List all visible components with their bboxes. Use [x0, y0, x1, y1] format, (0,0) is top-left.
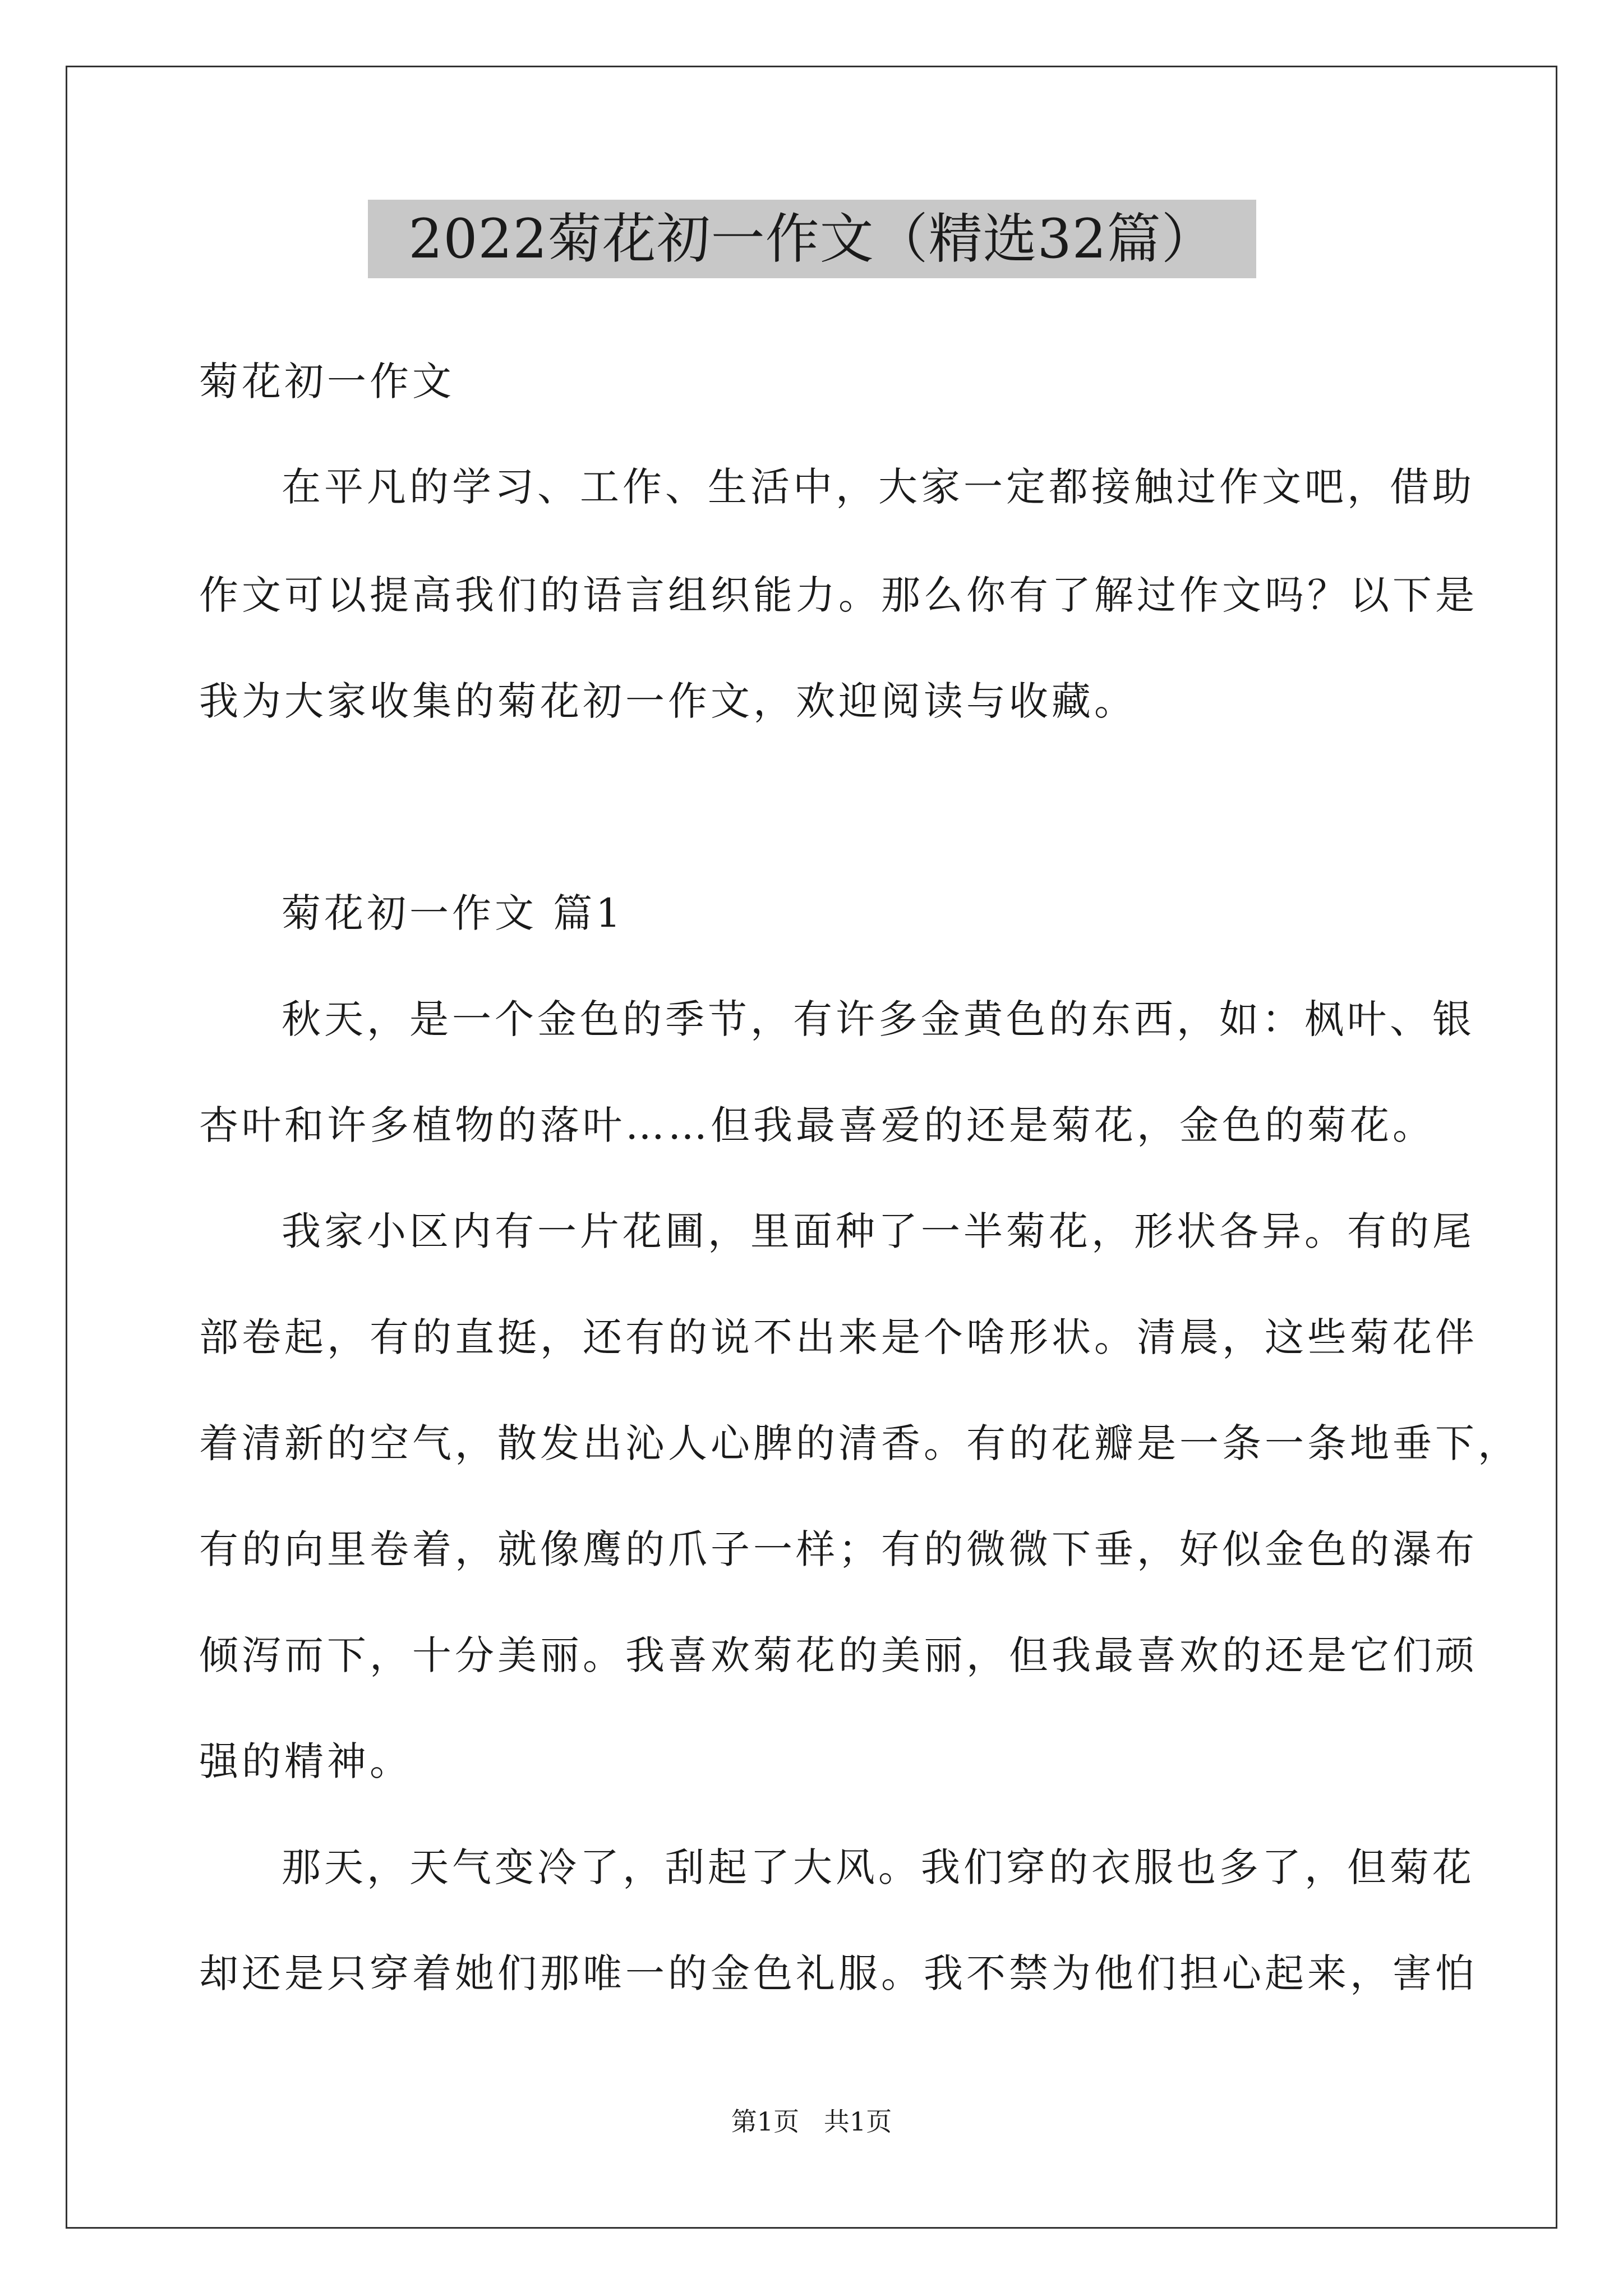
intro-line: 我为大家收集的菊花初一作文，欢迎阅读与收藏。	[199, 678, 1137, 724]
paragraph-line: 着清新的空气，散发出沁人心脾的清香。有的花瓣是一条一条地垂下，	[199, 1420, 1520, 1466]
section-heading: 菊花初一作文 篇1	[282, 890, 624, 936]
paragraph-line: 有的向里卷着，就像鹰的爪子一样；有的微微下垂，好似金色的瀑布	[199, 1526, 1478, 1572]
document-title: 2022菊花初一作文（精选32篇）	[368, 200, 1256, 278]
paragraph-line: 我家小区内有一片花圃，里面种了一半菊花，形状各异。有的尾	[282, 1208, 1475, 1254]
subtitle: 菊花初一作文	[199, 358, 455, 404]
paragraph-line: 倾泻而下，十分美丽。我喜欢菊花的美丽，但我最喜欢的还是它们顽	[199, 1632, 1478, 1678]
intro-line: 在平凡的学习、工作、生活中，大家一定都接触过作文吧，借助	[282, 464, 1475, 510]
paragraph-line: 杏叶和许多植物的落叶……但我最喜爱的还是菊花，金色的菊花。	[199, 1102, 1435, 1148]
intro-line: 作文可以提高我们的语言组织能力。那么你有了解过作文吗？以下是	[199, 572, 1478, 618]
paragraph-line: 强的精神。	[199, 1738, 412, 1784]
paragraph-line: 却还是只穿着她们那唯一的金色礼服。我不禁为他们担心起来，害怕	[199, 1950, 1478, 1996]
page-footer: 第1页 共1页	[731, 2106, 892, 2137]
paragraph-line: 那天，天气变冷了，刮起了大风。我们穿的衣服也多了，但菊花	[282, 1844, 1475, 1890]
paragraph-line: 秋天，是一个金色的季节，有许多金黄色的东西，如：枫叶、银	[282, 996, 1475, 1042]
paragraph-line: 部卷起，有的直挺，还有的说不出来是个啥形状。清晨，这些菊花伴	[199, 1314, 1478, 1360]
